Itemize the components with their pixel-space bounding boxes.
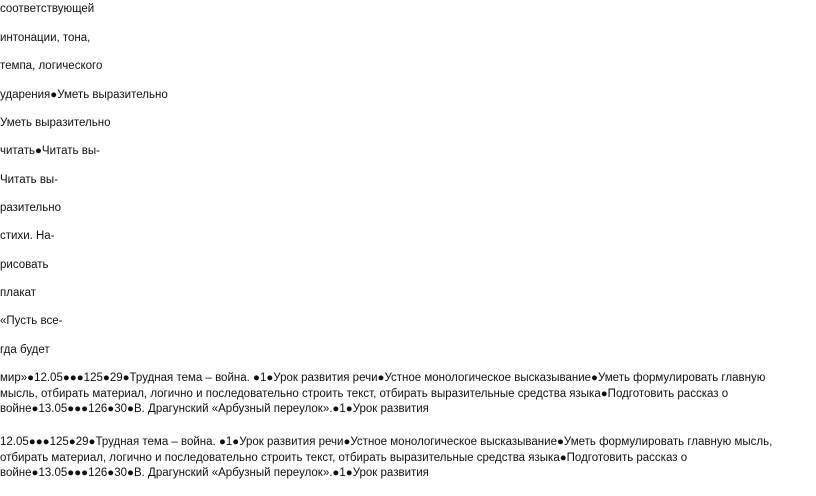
text-line-12: «Пусть все-	[0, 315, 63, 327]
text-line-2: интонации, тона,	[0, 32, 91, 44]
text-line-6: читать●Читать вы-	[0, 145, 100, 157]
text-line-3: темпа, логического	[0, 60, 103, 72]
text-line-13: гда будет	[0, 344, 50, 356]
text-line-4: ударения●Уметь выразительно	[0, 89, 168, 101]
text-line-1: соответствующей	[0, 3, 95, 15]
text-line-11: плакат	[0, 287, 37, 299]
text-line-9: стихи. На-	[0, 230, 55, 242]
text-line-5: Уметь выразительно	[0, 117, 111, 129]
text-line-7: Читать вы-	[0, 174, 59, 186]
text-line-10: рисовать	[0, 259, 49, 271]
text-paragraph-1: мир»●12.05●●●125●29●Трудная тема – война. ●1●Урок развития речи●Устное монологическое высказывание●Уметь формулировать главную мысль, отбирать материал, логично и последовательно строить текст, отбирать выразительные средства языка●Подготовить рассказ о войне●13.05●●●126●30●В. Драгунский «Арбузный переулок».●1●Урок развития	[0, 372, 766, 415]
text-paragraph-2: 12.05●●●125●29●Трудная тема – война. ●1●Урок развития речи●Устное монологическое высказывание●Уметь формулировать главную мысль, отбирать материал, логично и последовательно строить текст, отбирать выразительные средства языка●Подготовить рассказ о войне●13.05●●●126●30●В. Драгунский «Арбузный переулок».●1●Урок развития	[0, 436, 773, 479]
text-line-8: разительно	[0, 202, 61, 214]
